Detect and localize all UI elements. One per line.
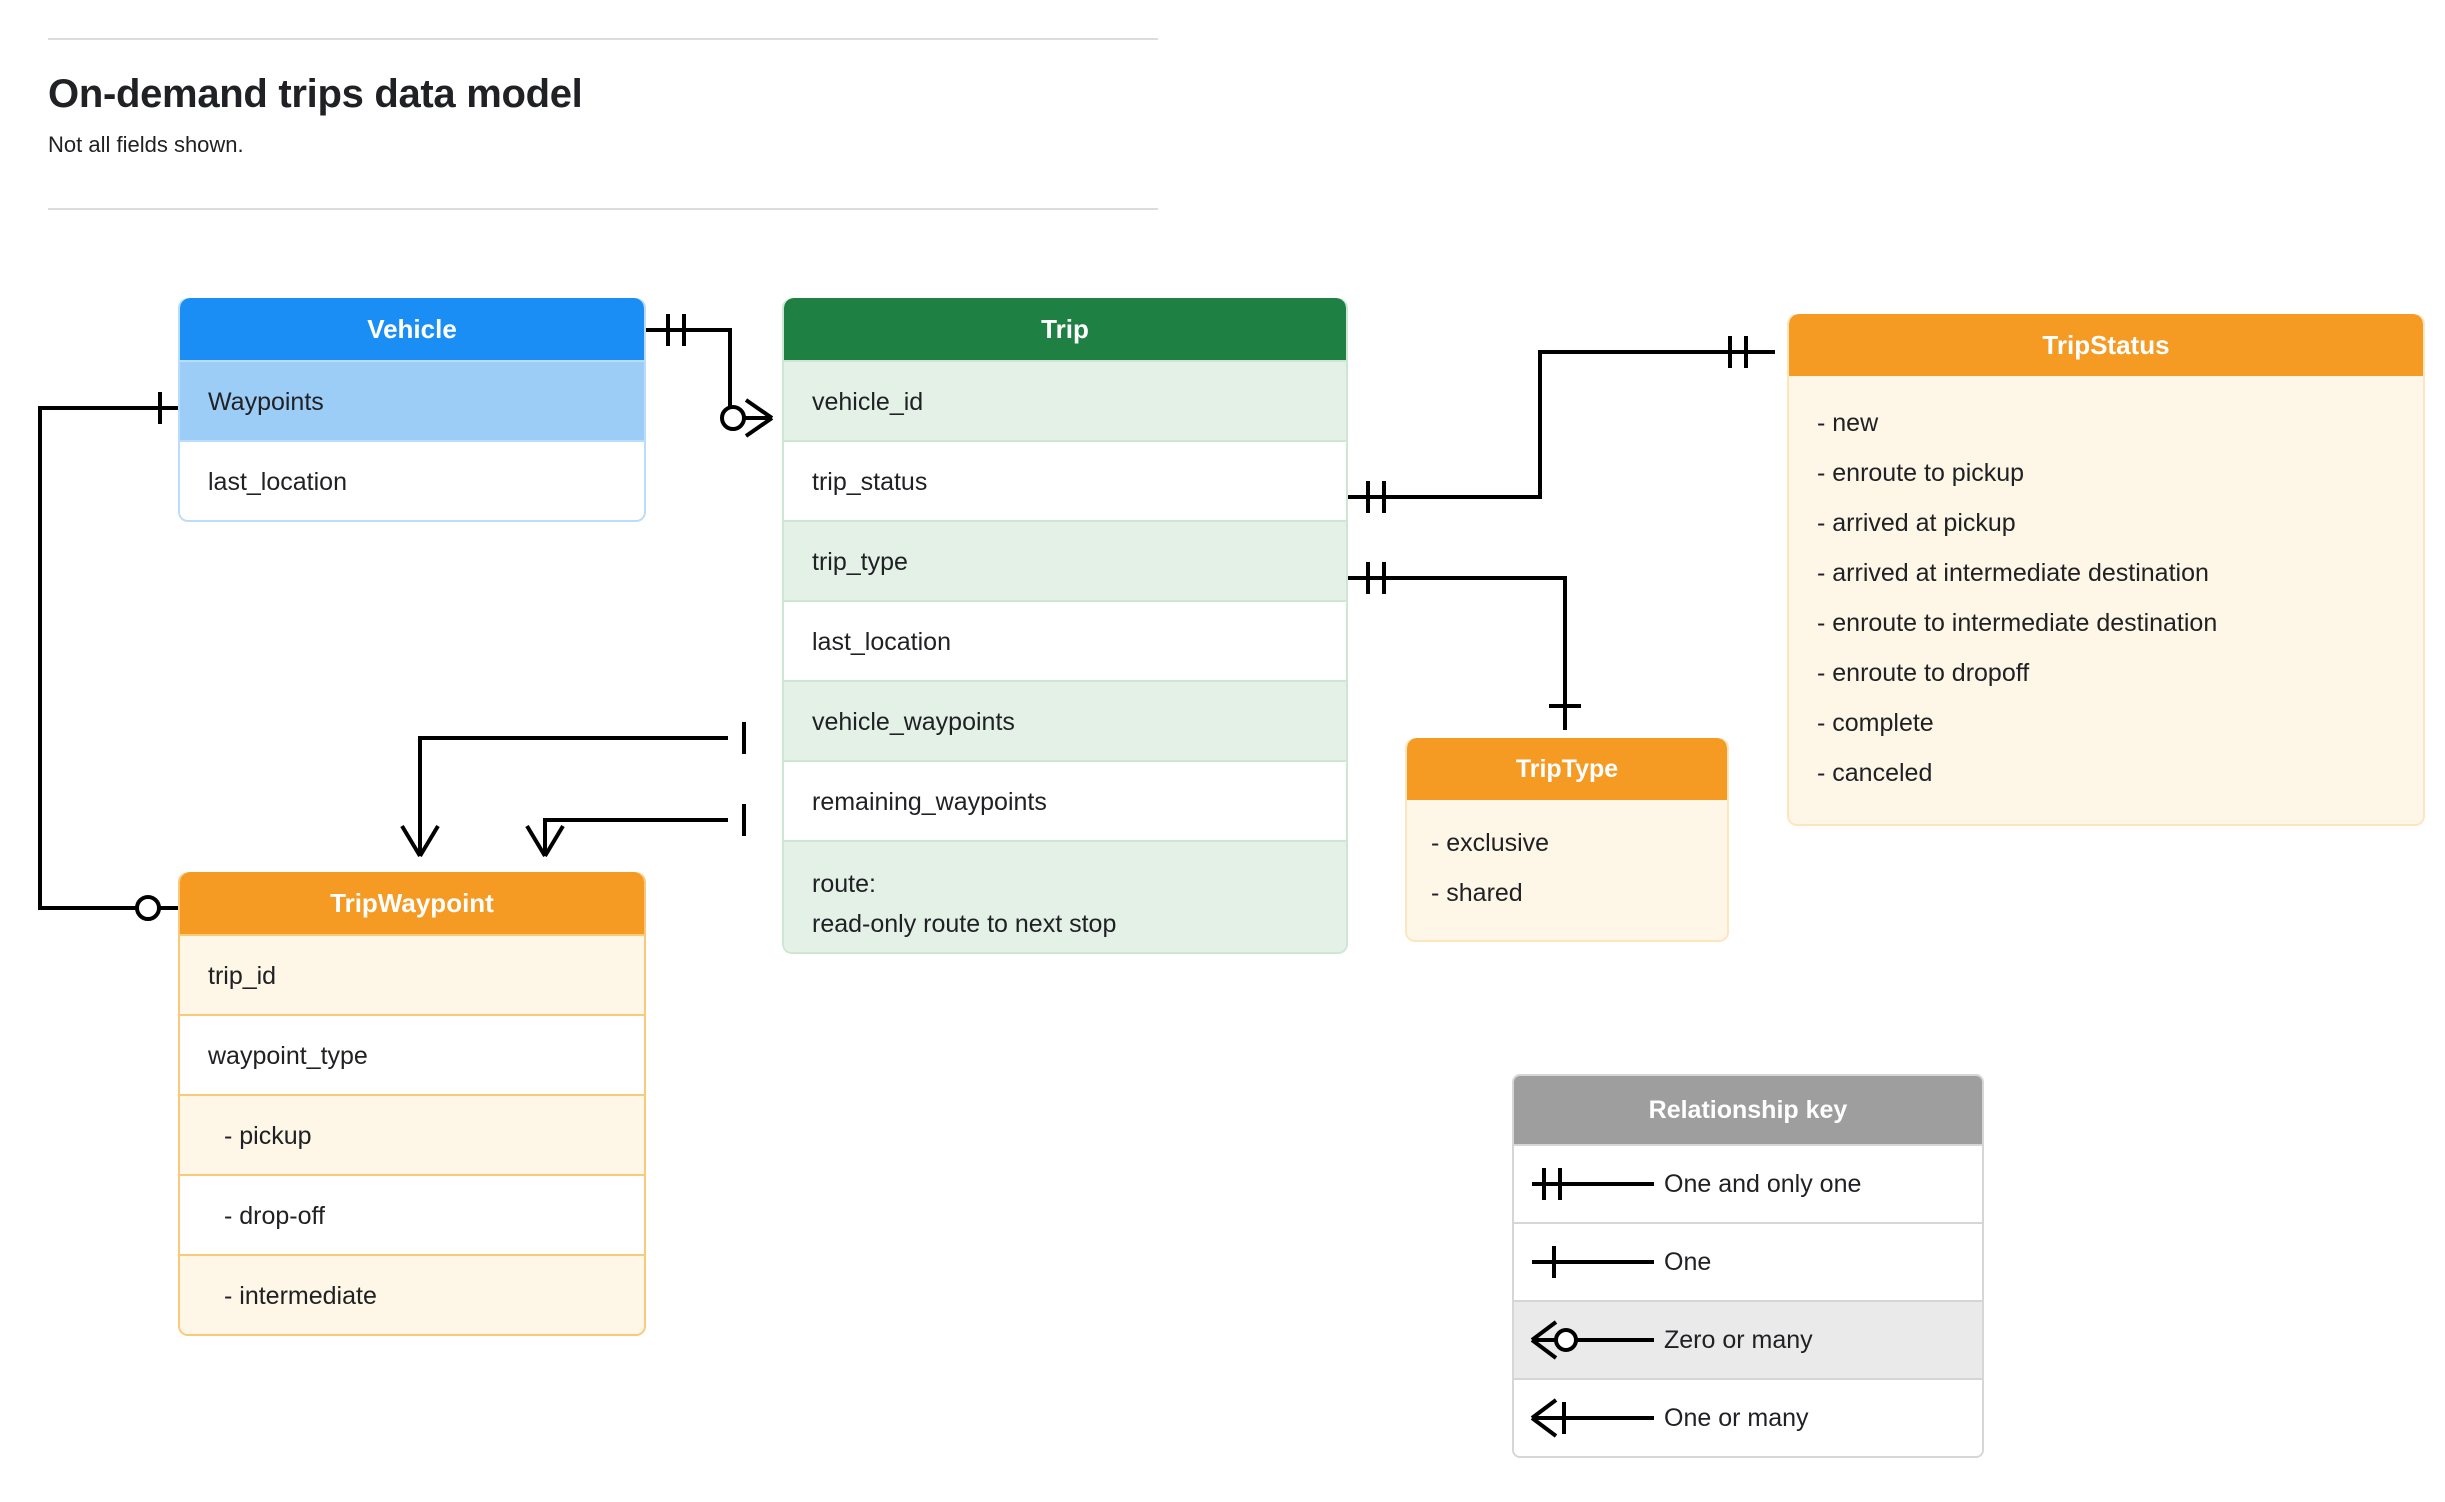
relationship-key xyxy=(1512,1074,1984,1458)
entity-trip-status-title: TripStatus xyxy=(1789,314,2423,376)
trip-status-value: - enroute to pickup xyxy=(1817,459,2025,487)
entity-trip-waypoint[interactable] xyxy=(178,872,646,1336)
vehicle-field-last-location: last_location xyxy=(180,440,644,520)
trip-field-vehicle-waypoints: vehicle_waypoints xyxy=(784,680,1346,760)
waypoint-type-dropoff: - drop-off xyxy=(180,1174,644,1254)
key-row-one-or-many xyxy=(1514,1378,1982,1456)
trip-field-trip-type: trip_type xyxy=(784,520,1346,600)
trip-field-vehicle-id: vehicle_id xyxy=(784,360,1346,440)
trip-status-value: - arrived at pickup xyxy=(1817,509,2016,537)
entity-vehicle-title: Vehicle xyxy=(180,298,644,360)
trip-status-value: - enroute to dropoff xyxy=(1817,659,2030,687)
key-label-one-and-only-one: One and only one xyxy=(1664,1169,1862,1198)
entity-trip-status[interactable] xyxy=(1787,314,2425,826)
vehicle-field-waypoints: Waypoints xyxy=(180,360,644,440)
trip-field-route xyxy=(784,840,1346,952)
trip-status-value: - enroute to intermediate destination xyxy=(1817,609,2218,637)
trip-field-last-location: last_location xyxy=(784,600,1346,680)
waypoint-type-intermediate: - intermediate xyxy=(180,1254,644,1334)
one-and-only-one-icon xyxy=(1514,1146,1664,1222)
trip-status-values xyxy=(1789,376,2423,824)
entity-trip[interactable] xyxy=(782,298,1348,954)
entity-trip-type-title: TripType xyxy=(1407,738,1727,800)
key-label-one-or-many: One or many xyxy=(1664,1403,1809,1432)
entity-trip-title: Trip xyxy=(784,298,1346,360)
trip-field-remaining-waypoints: remaining_waypoints xyxy=(784,760,1346,840)
one-icon xyxy=(1514,1224,1664,1300)
trip-status-value: - canceled xyxy=(1817,759,1933,787)
zero-or-many-icon xyxy=(1514,1302,1664,1378)
header-divider-top xyxy=(48,38,1158,40)
trip-status-value: - new xyxy=(1817,409,1879,437)
trip-status-value: - complete xyxy=(1817,709,1934,737)
trip-waypoint-field-trip-id: trip_id xyxy=(180,934,644,1014)
trip-route-description: read-only route to next stop xyxy=(812,910,1117,938)
trip-status-value: - arrived at intermediate destination xyxy=(1817,559,2209,587)
header-divider-bottom xyxy=(48,208,1158,210)
trip-type-values xyxy=(1407,800,1727,940)
trip-type-value: - exclusive xyxy=(1431,829,1550,857)
entity-trip-waypoint-title: TripWaypoint xyxy=(180,872,644,934)
trip-route-label: route: xyxy=(812,870,876,898)
key-row-one xyxy=(1514,1222,1982,1300)
waypoint-type-pickup: - pickup xyxy=(180,1094,644,1174)
page-title: On-demand trips data model xyxy=(48,72,583,116)
key-row-one-and-only-one xyxy=(1514,1144,1982,1222)
trip-type-value: - shared xyxy=(1431,879,1523,907)
relationship-key-title: Relationship key xyxy=(1514,1076,1982,1144)
entity-trip-type[interactable] xyxy=(1405,738,1729,942)
entity-vehicle[interactable] xyxy=(178,298,646,522)
trip-waypoint-field-waypoint-type: waypoint_type xyxy=(180,1014,644,1094)
key-row-zero-or-many xyxy=(1514,1300,1982,1378)
key-label-zero-or-many: Zero or many xyxy=(1664,1325,1813,1354)
one-or-many-icon xyxy=(1514,1380,1664,1456)
page-subtitle: Not all fields shown. xyxy=(48,132,244,157)
trip-field-trip-status: trip_status xyxy=(784,440,1346,520)
key-label-one: One xyxy=(1664,1247,1712,1276)
